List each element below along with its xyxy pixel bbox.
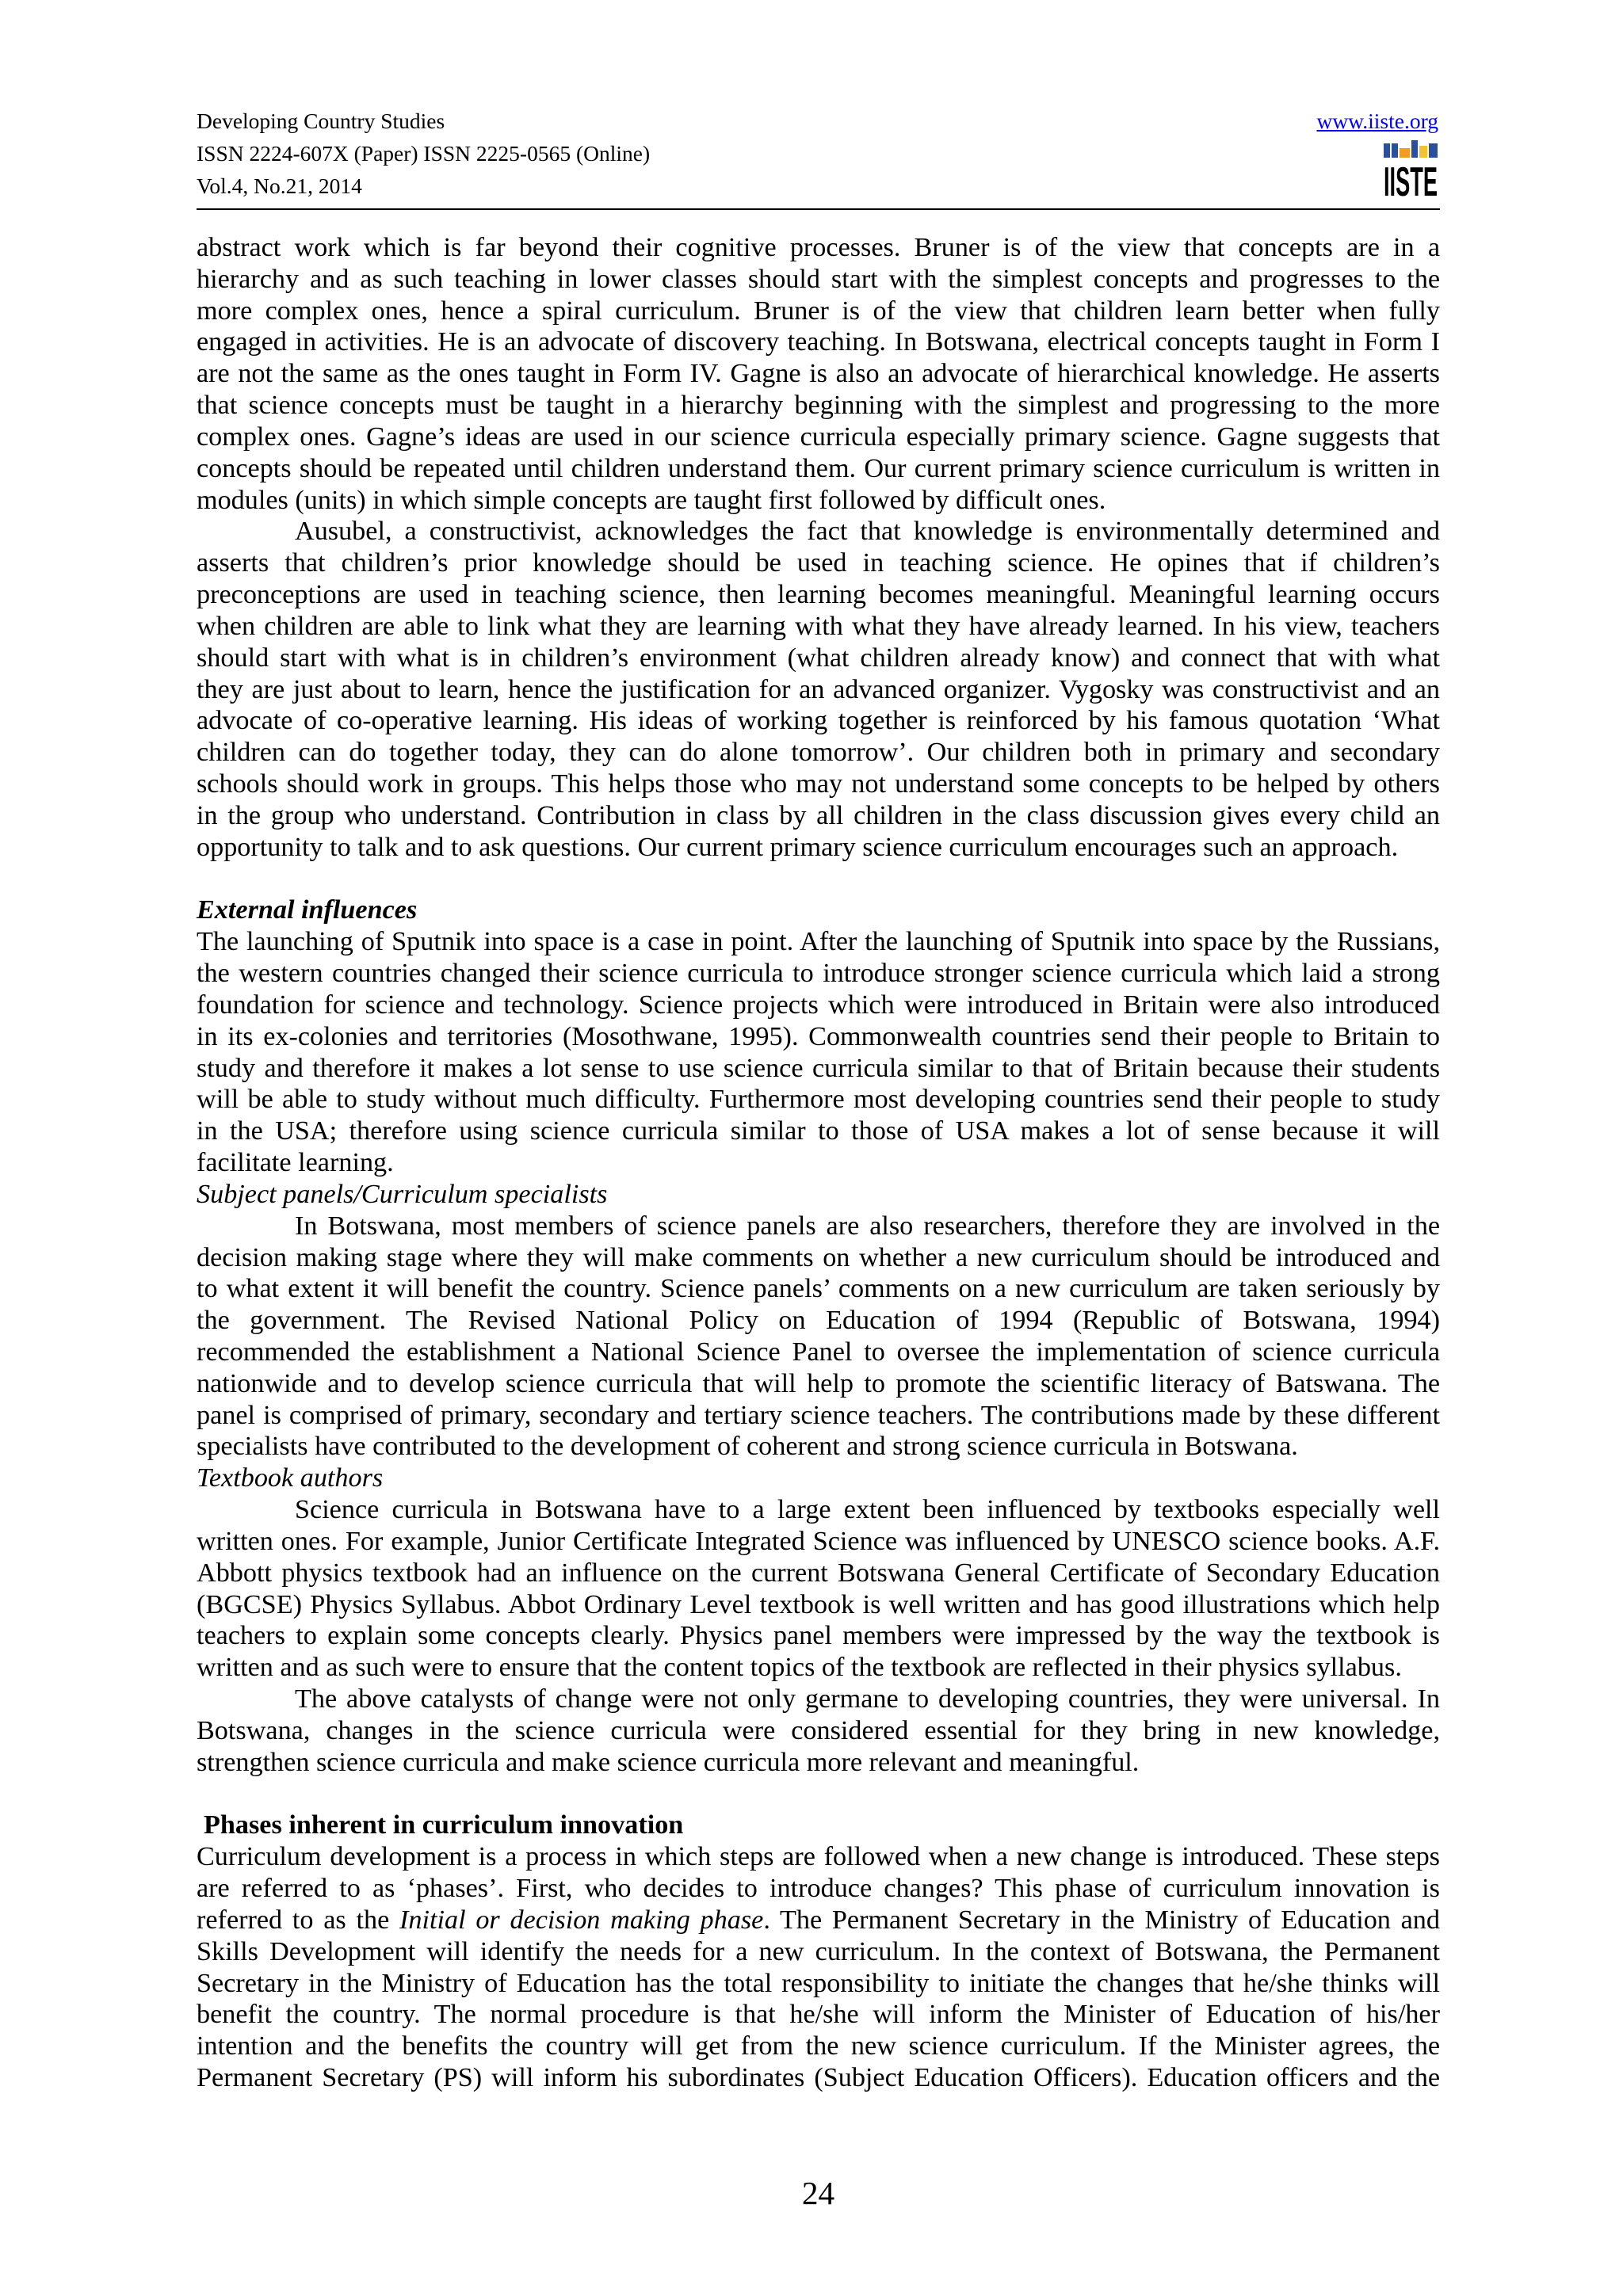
paragraph-line: the western countries changed their science curricula to introduce stronger science curricula which laid a strong xyxy=(197,959,1440,989)
iiste-logo xyxy=(1383,138,1438,205)
paragraph-line: complex ones. Gagne’s ideas are used in our science curricula especially primary science. Gagne suggests that xyxy=(197,421,1440,452)
paragraph-line: that science concepts must be taught in a hierarchy beginning with the simplest and progressing to the more xyxy=(197,391,1440,421)
paragraph-line: Skills Development will identify the needs for a new curriculum. In the context of Botswana, the Permanent xyxy=(197,1936,1440,1966)
paragraph-line: concepts should be repeated until children understand them. Our current primary science curriculum is written in xyxy=(197,453,1440,483)
paragraph-line: preconceptions are used in teaching science, then learning becomes meaningful. Meaningful learning occurs xyxy=(197,580,1440,610)
paragraph-line: written ones. For example, Junior Certificate Integrated Science was influenced by UNESCO science books. A.F. xyxy=(197,1526,1440,1556)
logo-text: IISTE xyxy=(1384,159,1438,205)
paragraph-4 xyxy=(197,1211,1440,1463)
paragraph-line: recommended the establishment a National Science Panel to oversee the implementation of science curricula xyxy=(197,1337,1440,1367)
paragraph-line: intention and the benefits the country will get from the new science curriculum. If the Minister agrees, the xyxy=(197,2031,1440,2061)
paragraph-line: benefit the country. The normal procedure is that he/she will inform the Minister of Education of his/her xyxy=(197,2000,1440,2030)
paragraph-line: more complex ones, hence a spiral curriculum. Bruner is of the view that children learn better when fully xyxy=(197,296,1440,326)
paragraph-line: they are just about to learn, hence the justification for an advanced organizer. Vygosky was constructivist and an xyxy=(197,674,1440,704)
paragraph-line: facilitate learning. xyxy=(197,1148,394,1178)
paragraph-line: Botswana, changes in the science curricula were considered essential for they bring in new knowledge, xyxy=(197,1715,1440,1745)
blank-line xyxy=(197,1779,1440,1810)
logo-block xyxy=(1392,143,1398,158)
paragraph-2 xyxy=(197,516,1440,863)
text-run: referred to as the xyxy=(197,1905,399,1935)
paragraph-line: decision making stage where they will make comments on whether a new curriculum should be introduced and xyxy=(197,1242,1440,1272)
paragraph-line: asserts that children’s prior knowledge should be used in teaching science. He opines that if children’s xyxy=(197,548,1440,578)
paragraph-line: should start with what is in children’s environment (what children already know) and connect that with what xyxy=(197,643,1440,673)
logo-block xyxy=(1384,143,1390,158)
subsection-heading-subject-panels: Subject panels/Curriculum specialists xyxy=(197,1179,608,1209)
body-text xyxy=(197,232,1440,2094)
section-heading-phases: Phases inherent in curriculum innovation xyxy=(204,1810,684,1840)
paragraph-1 xyxy=(197,232,1440,516)
paragraph-line: schools should work in groups. This helps those who may not understand some concepts to be helped by others xyxy=(197,769,1440,799)
page-number: 24 xyxy=(801,2175,835,2211)
paragraph-line: are referred to as ‘phases’. First, who decides to introduce changes? This phase of curriculum innovation is xyxy=(197,1874,1440,1904)
italic-term: Initial or decision making phase xyxy=(399,1905,764,1935)
journal-title: Developing Country Studies xyxy=(197,109,445,133)
paragraph-line: Abbott physics textbook had an influence on the current Botswana General Certificate of Secondary Education xyxy=(197,1558,1440,1588)
website-link[interactable]: www.iiste.org xyxy=(1316,109,1438,133)
paragraph-line: The launching of Sputnik into space is a case in point. After the launching of Sputnik into space by the Russians, xyxy=(197,927,1440,957)
paragraph-line: are not the same as the ones taught in Form IV. Gagne is also an advocate of hierarchical knowledge. He asserts xyxy=(197,359,1440,389)
paragraph-line: modules (units) in which simple concepts are taught first followed by difficult ones. xyxy=(197,485,1106,515)
paragraph-line: panel is comprised of primary, secondary and tertiary science teachers. The contributions made by these different xyxy=(197,1400,1440,1430)
paragraph-line: nationwide and to develop science curricula that will help to promote the scientific literacy of Batswana. The xyxy=(197,1368,1440,1398)
header-rule xyxy=(197,208,1440,210)
paragraph-line: in its ex-colonies and territories (Mosothwane, 1995). Commonwealth countries send their people to Britain to xyxy=(197,1021,1440,1051)
paragraph-line: children can do together today, they can do alone tomorrow’. Our children both in primary and secondary xyxy=(197,738,1440,768)
logo-block xyxy=(1400,148,1410,158)
paragraph-line: teachers to explain some concepts clearly. Physics panel members were impressed by the way the textbook is xyxy=(197,1621,1440,1651)
volume-issue: Vol.4, No.21, 2014 xyxy=(197,174,362,198)
paragraph-line: hierarchy and as such teaching in lower classes should start with the simplest concepts and progresses to the xyxy=(197,264,1440,294)
blank-line xyxy=(197,864,1440,895)
paragraph-line: will be able to study without much difficulty. Furthermore most developing countries send their people to study xyxy=(197,1085,1440,1115)
paragraph-line: Science curricula in Botswana have to a large extent been influenced by textbooks especially well xyxy=(295,1495,1440,1525)
paragraph-3 xyxy=(197,926,1440,1179)
paragraph-line: opportunity to talk and to ask questions. Our current primary science curriculum encourages such an approach. xyxy=(197,832,1399,862)
paragraph-line: to what extent it will benefit the country. Science panels’ comments on a new curriculum are taken seriously by xyxy=(197,1274,1440,1304)
logo-block xyxy=(1429,143,1438,158)
paragraph-line: (BGCSE) Physics Syllabus. Abbot Ordinary Level textbook is well written and has good illustrations which help xyxy=(197,1589,1440,1619)
paragraph-line: The above catalysts of change were not only germane to developing countries, they were universal. In xyxy=(295,1684,1440,1714)
paragraph-line: strengthen science curricula and make science curricula more relevant and meaningful. xyxy=(197,1747,1140,1777)
paragraph-line: in the USA; therefore using science curricula similar to those of USA makes a lot of sense because it will xyxy=(197,1116,1440,1146)
paragraph-line: advocate of co-operative learning. His ideas of working together is reinforced by his famous quotation ‘What xyxy=(197,706,1440,736)
logo-block xyxy=(1411,140,1418,158)
paragraph-line: In Botswana, most members of science panels are also researchers, therefore they are involved in the xyxy=(295,1211,1440,1241)
paragraph-6 xyxy=(197,1684,1440,1778)
paragraph-line: abstract work which is far beyond their cognitive processes. Bruner is of the view that concepts are in a xyxy=(197,233,1440,262)
paragraph-line: Curriculum development is a process in which steps are followed when a new change is introduced. These steps xyxy=(197,1842,1440,1872)
paragraph-line: specialists have contributed to the development of coherent and strong science curricula in Botswana. xyxy=(197,1432,1298,1462)
paragraph-5 xyxy=(197,1494,1440,1684)
subsection-heading-textbook-authors: Textbook authors xyxy=(197,1463,384,1493)
paragraph-line xyxy=(197,1905,1440,1936)
paragraph-line: foundation for science and technology. Science projects which were introduced in Britain were also introduced xyxy=(197,990,1440,1020)
paragraph-line: when children are able to link what they are learning with what they have already learned. In his view, teachers xyxy=(197,611,1440,641)
section-heading-external-influences: External influences xyxy=(197,895,418,925)
paragraph-line: in the group who understand. Contribution in class by all children in the class discussion gives every child an xyxy=(197,800,1440,830)
issn-line: ISSN 2224-607X (Paper) ISSN 2225-0565 (Online) xyxy=(197,141,651,166)
paragraph-line: Permanent Secretary (PS) will inform his subordinates (Subject Education Officers). Education officers and the xyxy=(197,2063,1440,2093)
text-run: . The Permanent Secretary in the Ministry of Education and xyxy=(763,1905,1440,1935)
paragraph-line: study and therefore it makes a lot sense to use science curricula similar to that of Britain because their students xyxy=(197,1053,1440,1083)
paragraph-line: the government. The Revised National Policy on Education of 1994 (Republic of Botswana, 1994) xyxy=(197,1306,1440,1336)
paragraph-7 xyxy=(197,1841,1440,2094)
paragraph-line: Secretary in the Ministry of Education has the total responsibility to initiate the changes that he/she thinks will xyxy=(197,1968,1440,1998)
paragraph-line: engaged in activities. He is an advocate of discovery teaching. In Botswana, electrical concepts taught in Form I xyxy=(197,327,1440,357)
paragraph-line: Ausubel, a constructivist, acknowledges the fact that knowledge is environmentally determined and xyxy=(295,517,1440,547)
logo-block xyxy=(1419,146,1427,158)
paragraph-line: written and as such were to ensure that the content topics of the textbook are reflected in their physics syllabus. xyxy=(197,1653,1402,1683)
